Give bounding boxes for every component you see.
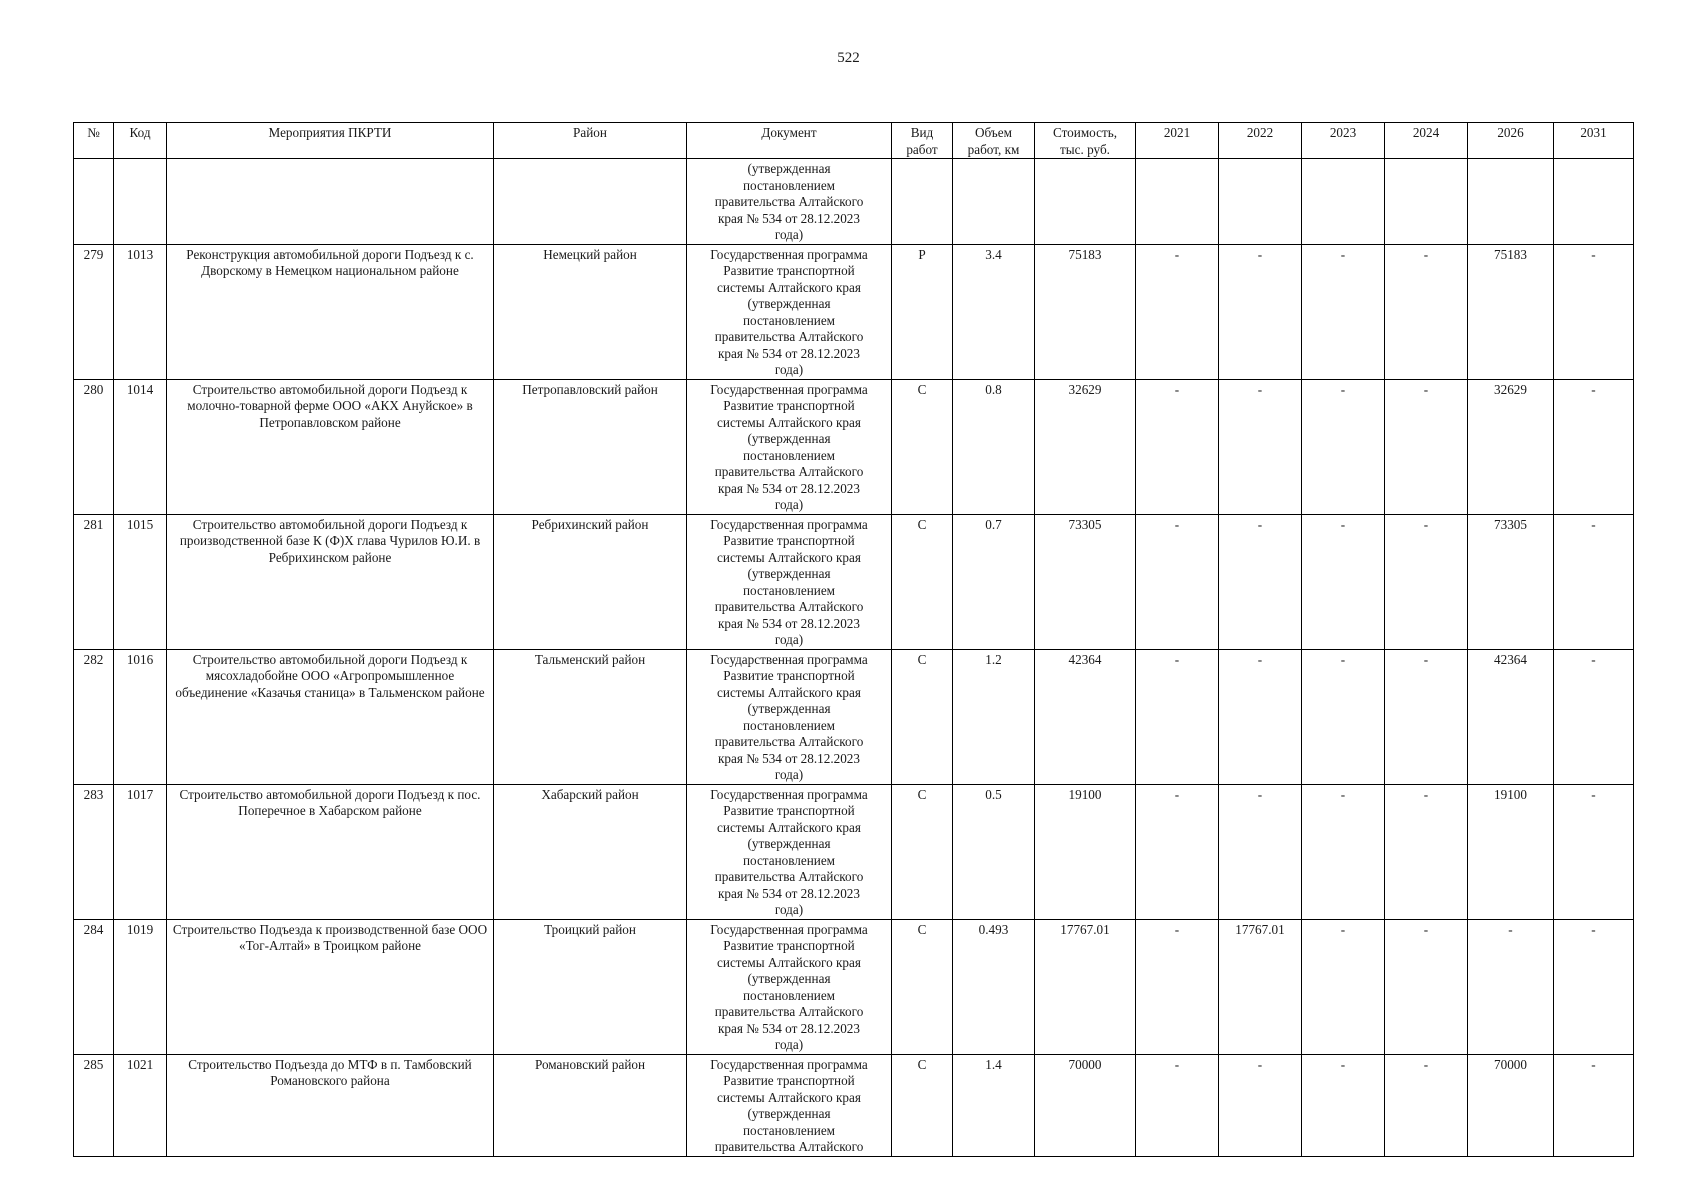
cell-event: Реконструкция автомобильной дороги Подъезд к с. Дворскому в Немецком национальном районе <box>167 244 494 379</box>
cell-code: 1019 <box>114 919 167 1054</box>
cell-document: Государственная программа Развитие транспортной системы Алтайского края (утвержденная постановлением правительства Алтайского края № 534 от 28.12.2023 года) <box>687 649 892 784</box>
cell-year-2031: - <box>1554 784 1634 919</box>
cell-event: Строительство Подъезда до МТФ в п. Тамбовский Романовского района <box>167 1054 494 1156</box>
cell-code: 1016 <box>114 649 167 784</box>
cell-year-2022 <box>1219 159 1302 245</box>
cell-year-2031: - <box>1554 1054 1634 1156</box>
header-year-2031: 2031 <box>1554 123 1634 159</box>
header-year-2021: 2021 <box>1136 123 1219 159</box>
cell-year-2024: - <box>1385 649 1468 784</box>
cell-year-2021: - <box>1136 1054 1219 1156</box>
cell-number: 280 <box>74 379 114 514</box>
cell-volume: 0.5 <box>953 784 1035 919</box>
cell-year-2026 <box>1468 159 1554 245</box>
cell-document: Государственная программа Развитие транспортной системы Алтайского края (утвержденная постановлением правительства Алтайского края № 534 от 28.12.2023 года) <box>687 919 892 1054</box>
cell-cost: 17767.01 <box>1035 919 1136 1054</box>
cell-document: Государственная программа Развитие транспортной системы Алтайского края (утвержденная постановлением правительства Алтайского <box>687 1054 892 1156</box>
cell-district: Петропавловский район <box>494 379 687 514</box>
cell-year-2023: - <box>1302 379 1385 514</box>
cell-year-2024: - <box>1385 919 1468 1054</box>
cell-year-2023: - <box>1302 919 1385 1054</box>
cell-work-type: С <box>892 919 953 1054</box>
cell-district <box>494 159 687 245</box>
cell-year-2023: - <box>1302 244 1385 379</box>
cell-work-type <box>892 159 953 245</box>
header-year-2023: 2023 <box>1302 123 1385 159</box>
cell-year-2021: - <box>1136 649 1219 784</box>
table-row <box>74 649 1634 784</box>
table-row <box>74 784 1634 919</box>
cell-year-2024 <box>1385 159 1468 245</box>
cell-number: 285 <box>74 1054 114 1156</box>
cell-year-2022: - <box>1219 649 1302 784</box>
cell-number: 283 <box>74 784 114 919</box>
cell-year-2024: - <box>1385 379 1468 514</box>
continuation-row <box>74 159 1634 245</box>
cell-year-2026: 73305 <box>1468 514 1554 649</box>
cell-document: Государственная программа Развитие транспортной системы Алтайского края (утвержденная постановлением правительства Алтайского края № 534 от 28.12.2023 года) <box>687 784 892 919</box>
cell-year-2031: - <box>1554 514 1634 649</box>
cell-work-type: С <box>892 379 953 514</box>
header-cost: Стоимость, тыс. руб. <box>1035 123 1136 159</box>
cell-document: Государственная программа Развитие транспортной системы Алтайского края (утвержденная постановлением правительства Алтайского края № 534 от 28.12.2023 года) <box>687 244 892 379</box>
cell-year-2031 <box>1554 159 1634 245</box>
cell-cost: 32629 <box>1035 379 1136 514</box>
cell-code: 1021 <box>114 1054 167 1156</box>
cell-number: 279 <box>74 244 114 379</box>
cell-volume: 1.4 <box>953 1054 1035 1156</box>
cell-year-2023: - <box>1302 1054 1385 1156</box>
header-volume: Объем работ, км <box>953 123 1035 159</box>
cell-district: Троицкий район <box>494 919 687 1054</box>
cell-event: Строительство Подъезда к производственной базе ООО «Тог-Алтай» в Троицком районе <box>167 919 494 1054</box>
cell-volume <box>953 159 1035 245</box>
cell-year-2022: - <box>1219 1054 1302 1156</box>
cell-year-2021: - <box>1136 379 1219 514</box>
cell-volume: 0.8 <box>953 379 1035 514</box>
cell-code: 1014 <box>114 379 167 514</box>
header-year-2024: 2024 <box>1385 123 1468 159</box>
cell-year-2023: - <box>1302 784 1385 919</box>
cell-event <box>167 159 494 245</box>
cell-year-2026: 42364 <box>1468 649 1554 784</box>
cell-year-2026: 70000 <box>1468 1054 1554 1156</box>
cell-year-2024: - <box>1385 514 1468 649</box>
header-number: № <box>74 123 114 159</box>
cell-event: Строительство автомобильной дороги Подъезд к пос. Поперечное в Хабарском районе <box>167 784 494 919</box>
cell-document: Государственная программа Развитие транспортной системы Алтайского края (утвержденная постановлением правительства Алтайского края № 534 от 28.12.2023 года) <box>687 514 892 649</box>
cell-code <box>114 159 167 245</box>
cell-event: Строительство автомобильной дороги Подъезд к мясохладобойне ООО «Агропромышленное объединение «Казачья станица» в Тальменском районе <box>167 649 494 784</box>
cell-year-2021: - <box>1136 514 1219 649</box>
cell-number <box>74 159 114 245</box>
cell-district: Ребрихинский район <box>494 514 687 649</box>
cell-code: 1017 <box>114 784 167 919</box>
cell-year-2031: - <box>1554 919 1634 1054</box>
cell-number: 282 <box>74 649 114 784</box>
cell-year-2023: - <box>1302 649 1385 784</box>
cell-district: Немецкий район <box>494 244 687 379</box>
cell-volume: 3.4 <box>953 244 1035 379</box>
cell-cost: 42364 <box>1035 649 1136 784</box>
cell-year-2022: 17767.01 <box>1219 919 1302 1054</box>
cell-number: 281 <box>74 514 114 649</box>
header-document: Документ <box>687 123 892 159</box>
cell-cost <box>1035 159 1136 245</box>
cell-district: Тальменский район <box>494 649 687 784</box>
cell-year-2031: - <box>1554 379 1634 514</box>
page-number: 522 <box>837 50 860 66</box>
cell-year-2023 <box>1302 159 1385 245</box>
cell-district: Хабарский район <box>494 784 687 919</box>
cell-year-2021: - <box>1136 244 1219 379</box>
cell-year-2023: - <box>1302 514 1385 649</box>
cell-year-2022: - <box>1219 379 1302 514</box>
cell-year-2026: 32629 <box>1468 379 1554 514</box>
header-code: Код <box>114 123 167 159</box>
cell-year-2024: - <box>1385 1054 1468 1156</box>
cell-year-2021: - <box>1136 784 1219 919</box>
cell-year-2031: - <box>1554 244 1634 379</box>
cell-document: (утвержденная постановлением правительства Алтайского края № 534 от 28.12.2023 года) <box>687 159 892 245</box>
cell-year-2022: - <box>1219 784 1302 919</box>
header-year-2022: 2022 <box>1219 123 1302 159</box>
cell-year-2022: - <box>1219 244 1302 379</box>
cell-number: 284 <box>74 919 114 1054</box>
cell-cost: 70000 <box>1035 1054 1136 1156</box>
cell-volume: 0.7 <box>953 514 1035 649</box>
cell-code: 1013 <box>114 244 167 379</box>
cell-year-2024: - <box>1385 244 1468 379</box>
cell-year-2026: 19100 <box>1468 784 1554 919</box>
header-district: Район <box>494 123 687 159</box>
cell-event: Строительство автомобильной дороги Подъезд к производственной базе К (Ф)Х глава Чурилов Ю.И. в Ребрихинском районе <box>167 514 494 649</box>
header-year-2026: 2026 <box>1468 123 1554 159</box>
header-event: Мероприятия ПКРТИ <box>167 123 494 159</box>
cell-event: Строительство автомобильной дороги Подъезд к молочно-товарной ферме ООО «АКХ Ануйское» в Петропавловском районе <box>167 379 494 514</box>
cell-year-2026: 75183 <box>1468 244 1554 379</box>
cell-year-2022: - <box>1219 514 1302 649</box>
cell-year-2021 <box>1136 159 1219 245</box>
table-row <box>74 1054 1634 1156</box>
table-header-row <box>74 123 1634 159</box>
cell-year-2024: - <box>1385 784 1468 919</box>
cell-year-2021: - <box>1136 919 1219 1054</box>
ptri-table <box>73 122 1634 1157</box>
table-body <box>74 159 1634 1157</box>
cell-work-type: С <box>892 649 953 784</box>
cell-document: Государственная программа Развитие транспортной системы Алтайского края (утвержденная постановлением правительства Алтайского края № 534 от 28.12.2023 года) <box>687 379 892 514</box>
cell-year-2026: - <box>1468 919 1554 1054</box>
cell-work-type: С <box>892 784 953 919</box>
cell-cost: 19100 <box>1035 784 1136 919</box>
cell-work-type: Р <box>892 244 953 379</box>
table-row <box>74 244 1634 379</box>
cell-volume: 0.493 <box>953 919 1035 1054</box>
table-row <box>74 379 1634 514</box>
cell-work-type: С <box>892 1054 953 1156</box>
header-work-type: Вид работ <box>892 123 953 159</box>
cell-volume: 1.2 <box>953 649 1035 784</box>
cell-cost: 73305 <box>1035 514 1136 649</box>
cell-code: 1015 <box>114 514 167 649</box>
table-row <box>74 919 1634 1054</box>
cell-year-2031: - <box>1554 649 1634 784</box>
cell-cost: 75183 <box>1035 244 1136 379</box>
cell-work-type: С <box>892 514 953 649</box>
cell-district: Романовский район <box>494 1054 687 1156</box>
table-row <box>74 514 1634 649</box>
